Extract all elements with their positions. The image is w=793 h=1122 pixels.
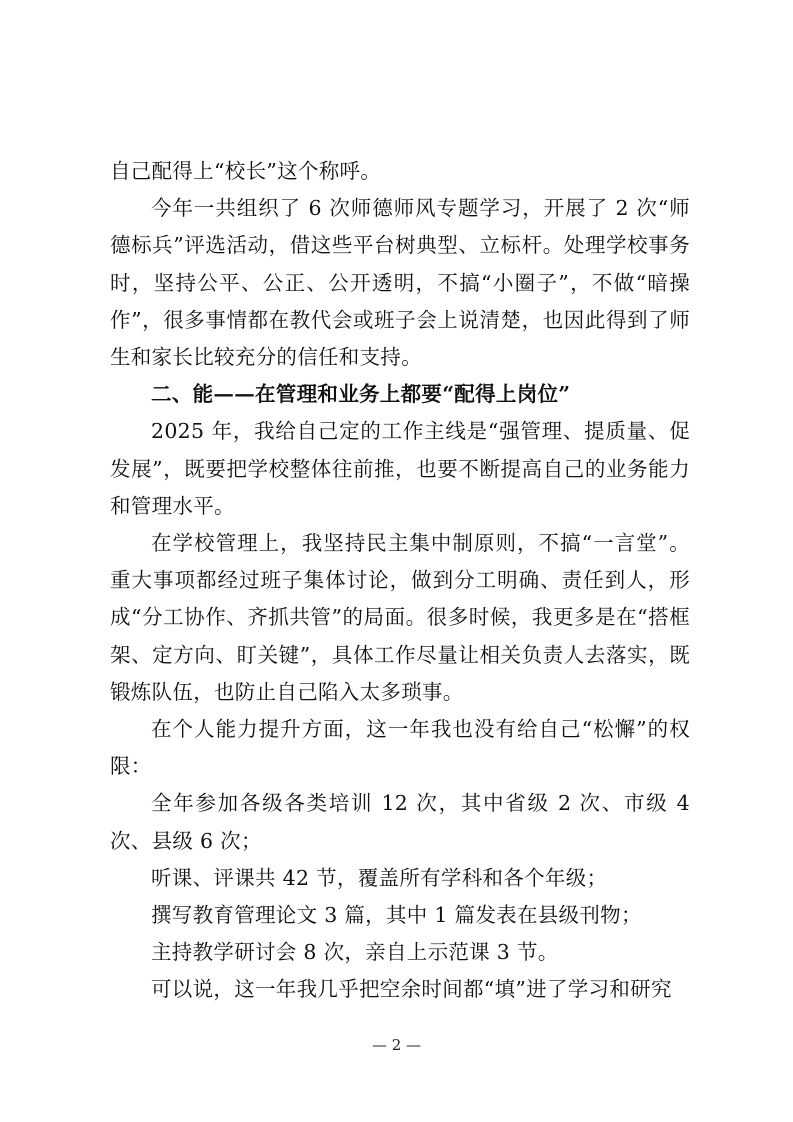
list-item-seminars: 主持教学研讨会 8 次，亲自上示范课 3 节。 (151, 940, 559, 965)
document-body (110, 153, 690, 1009)
list-item-papers: 撰写教育管理论文 3 篇，其中 1 篇发表在县级刊物； (151, 903, 642, 928)
paragraph-summary: 可以说，这一年我几乎把空余时间都“填”进了学习和研究 (151, 977, 672, 1002)
list-item-lessons: 听课、评课共 42 节，覆盖所有学科和各个年级； (151, 865, 608, 890)
paragraph-continuation: 自己配得上“校长”这个称呼。 (110, 159, 382, 183)
paragraph-work-mainline: 2025 年，我给自己定的工作主线是“强管理、提质量、促发展”，既要把学校整体往前推，也要不断提高自己的业务能力和管理水平。 (110, 419, 690, 518)
list-item-training: 全年参加各级各类培训 12 次，其中省级 2 次、市级 4 次、县级 6 次； (110, 791, 690, 853)
page-number: — 2 — (371, 1036, 422, 1054)
paragraph-ethics-study: 今年一共组织了 6 次师德师风专题学习，开展了 2 次“师德标兵”评选活动，借这些平台树典型、立标杆。处理学校事务时，坚持公平、公正、公开透明，不搞“小圈子”，不做“暗操作”，很多事情都在教代会或班子会上说清楚，也因此得到了师生和家长比较充分的信任和支持。 (110, 196, 690, 370)
section-heading-ability: 二、能——在管理和业务上都要“配得上岗位” (151, 382, 571, 407)
paragraph-school-management: 在学校管理上，我坚持民主集中制原则，不搞“一言堂”。重大事项都经过班子集体讨论，做到分工明确、责任到人，形成“分工协作、齐抓共管”的局面。很多时候，我更多是在“搭框架、定方向、盯关键”，具体工作尽量让相关负责人去落实，既锻炼队伍，也防止自己陷入太多琐事。 (110, 531, 690, 704)
paragraph-personal-ability: 在个人能力提升方面，这一年我也没有给自己“松懈”的权限： (110, 717, 690, 779)
